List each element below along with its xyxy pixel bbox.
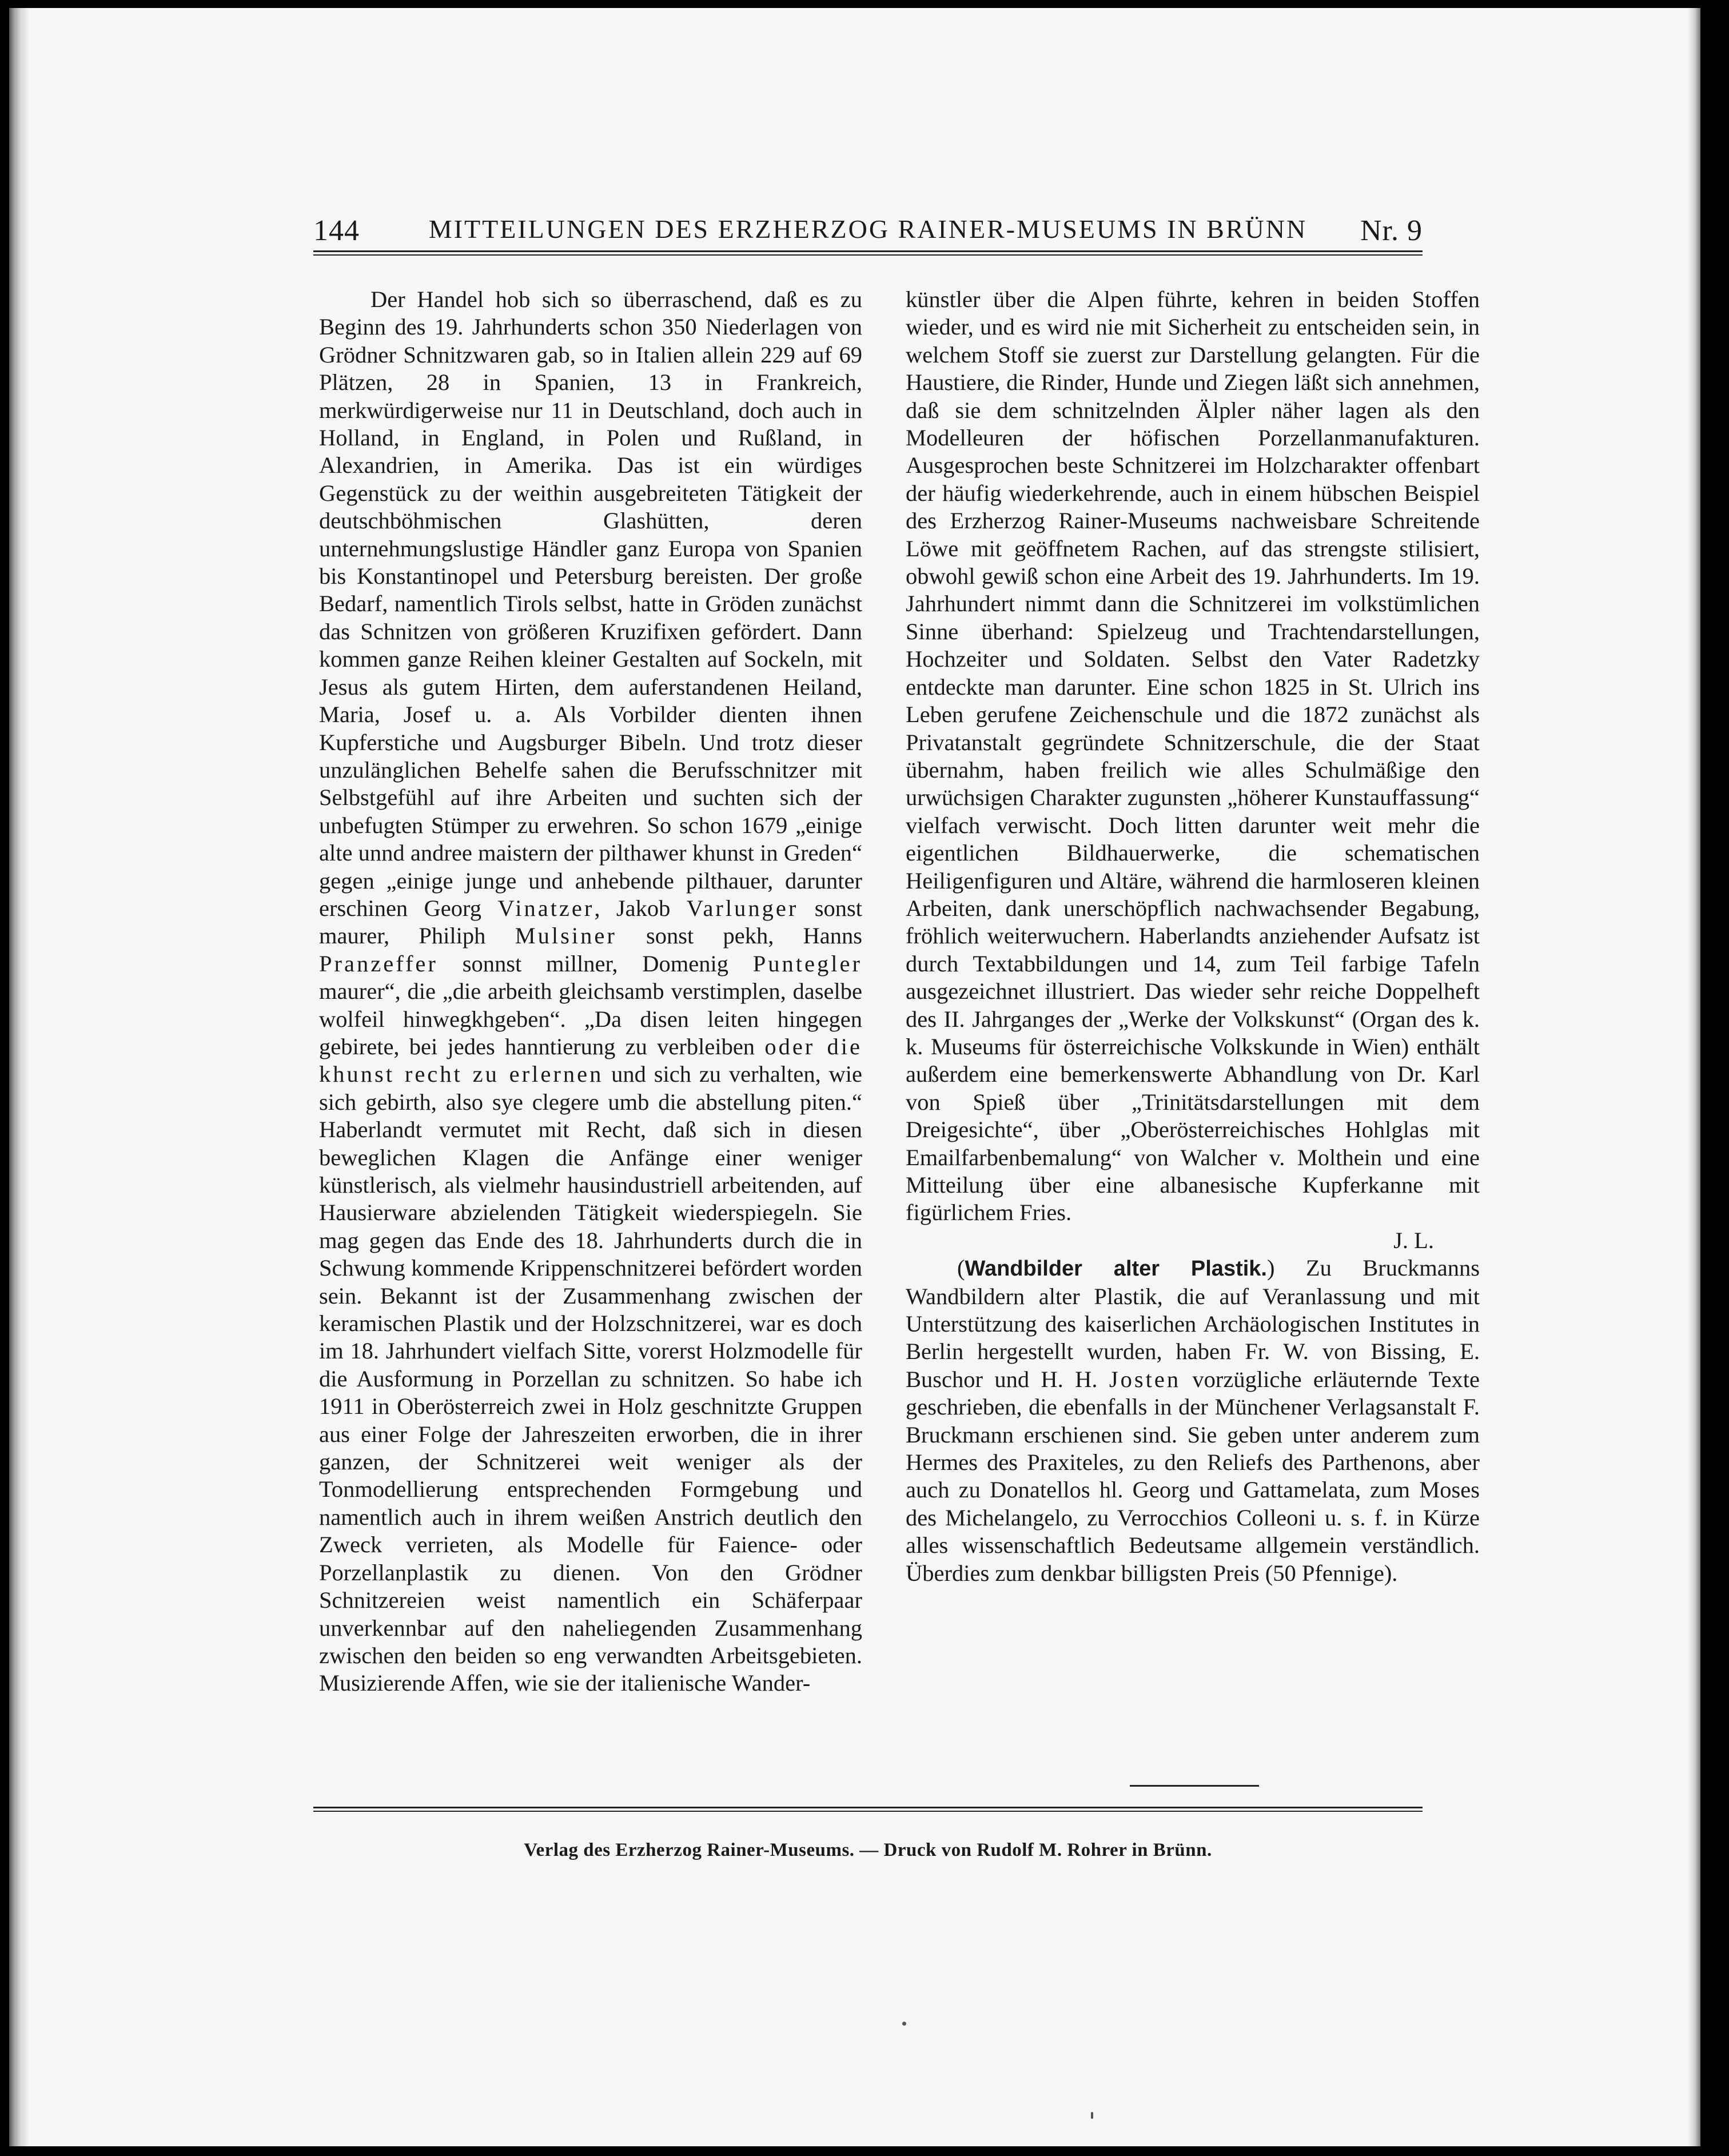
text-run: vorzügliche erläuternde Texte geschrieben, die ebenfalls in der Münchener Verlagsanstalt F. Bruckmann erschienen sind. Sie geben unter anderem zum Hermes des Praxiteles, zu den Reliefs des Parthenons, aber auch zu Donatellos hl. Georg und Gattamelata, zum Moses des Michelangelo, zu Verrocchios Colleoni u. s. f. in Kürze alles wissenschaftlich Bedeutsame allgemein verständlich. Überdies zum denkbar billigsten Preis (50 Pfennige). xyxy=(906,1366,1480,1586)
spaced-name: Josten xyxy=(1109,1366,1181,1392)
spaced-name: Varlunger xyxy=(686,895,799,921)
text-run: und sich zu verhalten, wie sich gebirth, also sye clegere umb die abstellung piten.“ Haberlandt vermutet mit Recht, daß sich in diesen beweglichen Klagen die Anfänge einer weniger künstlerisch, als vielmehr hausindustriell arbeitenden, auf Hausierware abzielenden Tätigkeit wiederspiegeln. Sie mag gegen das Ende des 18. Jahrhunderts durch die in Schwung kommende Krippenschnitzerei befördert worden sein. Bekannt ist der Zusammenhang zwischen der keramischen Plastik und der Holzschnitzerei, war es doch im 18. Jahrhundert vielfach Sitte, vorerst Holzmodelle für die Ausformung in Porzellan zu schnitzen. So habe ich 1911 in Oberösterreich zwei in Holz geschnitzte Gruppen aus einer Folge der Jahreszeiten erworben, die in ihrer ganzen, der Schnitzerei weit weniger als der Tonmodellierung entsprechenden Formgebung und namentlich auch in ihrem weißen Anstrich deutlich den Zweck verrieten, als Modelle für Faience- oder Porzellanplastik zu dienen. Von den Grödner Schnitzereien weist namentlich ein Schäferpaar unverkennbar auf den naheliegenden Zusammenhang zwischen den beiden so eng verwandten Arbeitsgebieten. Musizierende Affen, wie sie der italienische Wander- xyxy=(319,1061,862,1696)
left-paragraph xyxy=(319,286,862,1697)
scan-speck xyxy=(902,2022,906,2026)
scan-edge-shadow-right xyxy=(1688,8,1700,2146)
spaced-name: Pranzeffer xyxy=(319,950,438,977)
spaced-name: Puntegler xyxy=(752,950,862,977)
left-column xyxy=(319,286,862,1697)
text-run: ( xyxy=(957,1255,965,1281)
text-run: sonst pekh, Hanns xyxy=(616,923,862,949)
spaced-text: oder die khunst recht zu erlernen xyxy=(319,1033,862,1087)
author-signature: J. L. xyxy=(1393,1227,1434,1253)
scan-edge-shadow xyxy=(9,8,30,2146)
issue-number: Nr. 9 xyxy=(1360,214,1423,247)
right-column xyxy=(906,286,1480,1587)
journal-title: MITTEILUNGEN DES ERZHERZOG RAINER-MUSEUMS IN BRÜNN xyxy=(428,214,1308,244)
text-run: Zu Bruckmanns Wandbildern alter Plastik, die auf Veranlassung und mit Unterstützung des kaiserlichen Archäologischen Institutes in Berlin hergestellt wurden, haben Fr. W. von Bissing, E. Buschor und H. H. xyxy=(906,1255,1480,1392)
review-paragraph xyxy=(906,1254,1480,1587)
running-header xyxy=(313,206,1423,254)
spaced-name: Mulsiner xyxy=(515,923,617,949)
right-paragraph xyxy=(906,286,1480,1227)
header-rule xyxy=(313,250,1423,256)
text-run: maurer“, die „die arbeith gleichsamb verstimplen, daselbe wolfeil hinwegkhgeben“. „Da disen leiten hingegen gebirete, bei jedes hanntierung zu verbleiben xyxy=(319,978,862,1059)
section-heading: Wandbilder alter Plastik. xyxy=(965,1257,1267,1281)
spaced-name: Vinatzer xyxy=(497,895,595,921)
text-run: sonst maurer, Philiph xyxy=(319,895,863,949)
text-run: Der Handel hob sich so überraschend, daß es zu Beginn des 19. Jahrhunderts schon 350 Niederlagen von Grödner Schnitzwaren gab, so in Italien allein 229 auf 69 Plätzen, 28 in Spanien, 13 in Frankreich, merkwürdigerweise nur 11 in Deutschland, doch auch in Holland, in England, in Polen und Rußland, in Alexandrien, in Amerika. Das ist ein würdiges Gegenstück zu der weithin ausgebreiteten Tätigkeit der deutschböhmischen Glashütten, deren unternehmungslustige Händler ganz Europa von Spanien bis Konstantinopel und Petersburg bereisten. Der große Bedarf, namentlich Tirols selbst, hatte in Gröden zunächst das Schnitzen von größeren Kruzifixen gefördert. Dann kommen ganze Reihen kleiner Gestalten auf Sockeln, mit Jesus als gutem Hirten, dem auferstandenen Heiland, Maria, Josef u. a. Als Vorbilder dienten ihnen Kupferstiche und Augsburger Bibeln. Und trotz dieser unzulänglichen Behelfe sahen die Berufsschnitzer mit Selbstgefühl auf ihre Arbeiten und suchten sich der unbefugten Stümper zu erwehren. So schon 1679 „einige alte unnd andree maistern der pilthawer khunst in Greden“ gegen „einige junge und anhebende pilthauer, darunter erschinen Georg xyxy=(319,286,862,921)
scan-speck xyxy=(1091,2112,1093,2119)
footer-rule xyxy=(313,1807,1423,1812)
publisher-imprint: Verlag des Erzherzog Rainer-Museums. — Druck von Rudolf M. Rohrer in Brünn. xyxy=(524,1840,1212,1860)
text-run: künstler über die Alpen führte, kehren in beiden Stoffen wieder, und es wird nie mit Sicherheit zu entscheiden sein, in welchem Stoff sie zuerst zur Darstellung gelangten. Für die Haustiere, die Rinder, Hunde und Ziegen läßt sich annehmen, daß sie dem schnitzelnden Älpler näher lagen als den Modelleuren der höfischen Porzellanmanufakturen. Ausgesprochen beste Schnitzerei im Holzcharakter offenbart der häufig wiederkehrende, auch in einem hübschen Beispiel des Erzherzog Rainer-Museums nachweisbare Schreitende Löwe mit geöffnetem Rachen, auf das strengste stilisiert, obwohl gewiß schon eine Arbeit des 19. Jahrhunderts. Im 19. Jahrhundert nimmt dann die Schnitzerei im volkstümlichen Sinne überhand: Spielzeug und Trachtendarstellungen, Hochzeiter und Soldaten. Selbst den Vater Radetzky entdeckte man darunter. Eine schon 1825 in St. Ulrich ins Leben gerufene Zeichenschule und die 1872 zunächst als Privatanstalt gegründete Schnitzerschule, die der Staat übernahm, haben freilich wie alles Schulmäßige den urwüchsigen Charakter zugunsten „höherer Kunstauffassung“ vielfach verwischt. Doch litten darunter weit mehr die eigentlichen Bildhauerwerke, die schematischen Heiligenfiguren und Altäre, während die harmloseren kleinen Arbeiten, dank unerschöpflich nachwachsender Begabung, fröhlich weiterwuchern. Haberlandts anziehender Aufsatz ist durch Textabbildungen und 14, zum Teil farbige Tafeln ausgezeichnet illustriert. Das wieder sehr reiche Doppelheft des II. Jahrganges der „Werke der Volkskunst“ (Organ des k. k. Museums für österreichische Volkskunde in Wien) enthält außerdem eine bemerkenswerte Abhandlung von Dr. Karl von Spieß über „Trinitätsdarstellungen mit dem Dreigesichte“, über „Oberösterreichisches Hohlglas mit Emailfarbenbemalung“ von Walcher v. Molthein und eine Mitteilung über eine albanesische Kupferkanne mit figürlichem Fries. xyxy=(906,286,1480,1226)
text-run: , Jakob xyxy=(594,895,687,921)
page-number: 144 xyxy=(313,214,360,247)
text-run: ) xyxy=(1266,1255,1275,1281)
end-rule xyxy=(1130,1785,1259,1787)
text-run: sonnst millner, Domenig xyxy=(437,950,753,977)
